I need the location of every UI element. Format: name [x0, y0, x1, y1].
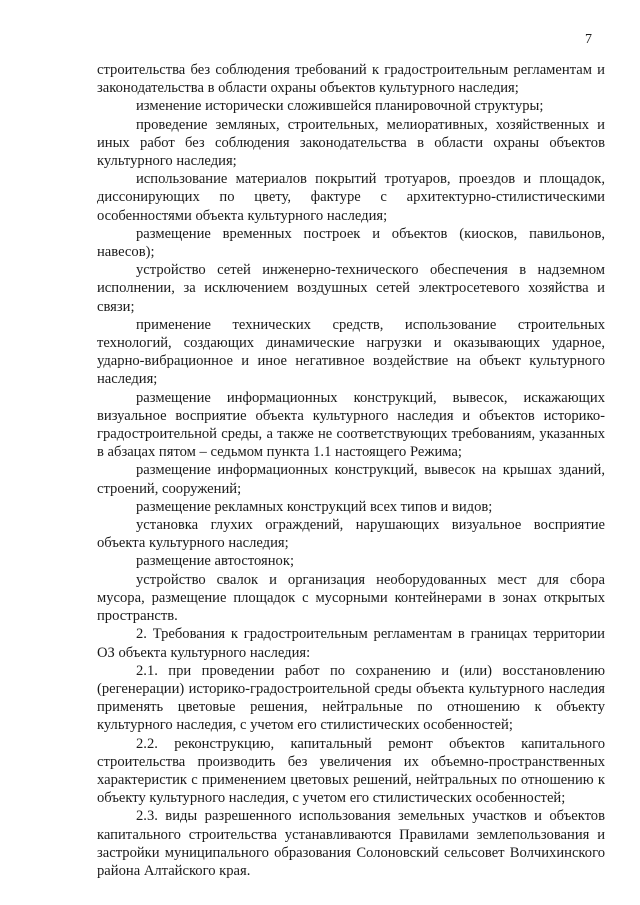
- paragraph: 2.2. реконструкцию, капитальный ремонт объектов капитального строительства производить без увеличения их объемно-пространственных характеристик с применением цветовых решений, нейтральных по отношению к объекту культурного наследия, с учетом его стилистических особенностей;: [97, 735, 605, 807]
- paragraph: размещение автостоянок;: [136, 553, 295, 570]
- document-body: [97, 61, 605, 880]
- paragraph: использование материалов покрытий тротуаров, проездов и площадок, диссонирующих по цвету, фактуре с архитектурно-стилистическими особенностями объекта культурного наследия;: [97, 171, 605, 224]
- paragraph: 2.3. виды разрешенного использования земельных участков и объектов капитального строительства устанавливаются Правилами землепользования и застройки муниципального образования Солоновский сельсовет Волчихинского района Алтайского края.: [97, 808, 605, 879]
- paragraph: 2.1. при проведении работ по сохранению и (или) восстановлению (регенерации) историко-градостроительной среды объекта культурного наследия применять цветовые решения, нейтральные по отношению к объекту культурного наследия, с учетом его стилистических особенностей;: [97, 662, 605, 734]
- paragraph: применение технических средств, использование строительных технологий, создающих динамические нагрузки и оказывающих ударное, ударно-вибрационное и иное негативное воздействие на объект культурного наследия;: [97, 316, 605, 388]
- page-number: 7: [585, 32, 592, 47]
- paragraph: строительства без соблюдения требований к градостроительным регламентам и законодательства в области охраны объектов культурного наследия;: [97, 62, 605, 97]
- paragraph: устройство свалок и организация необорудованных мест для сбора мусора, размещение площадок с мусорными контейнерами в зонах открытых пространств.: [97, 571, 605, 625]
- paragraph: размещение информационных конструкций, вывесок, искажающих визуальное восприятие объекта культурного наследия и объектов историко-градостроительной среды, а также не соответствующих требованиям, указанных в абзацах пятом – седьмом пункта 1.1 настоящего Режима;: [97, 389, 605, 461]
- paragraph: размещение временных построек и объектов (киосков, павильонов, навесов);: [97, 225, 605, 261]
- section-heading: 2. Требования к градостроительным регламентам в границах территории ОЗ объекта культурного наследия:: [97, 626, 605, 661]
- paragraph: проведение земляных, строительных, мелиоративных, хозяйственных и иных работ без соблюдения законодательства в области охраны объектов культурного наследия;: [97, 116, 605, 170]
- paragraph: размещение рекламных конструкций всех типов и видов;: [136, 498, 493, 515]
- paragraph: изменение исторически сложившейся планировочной структуры;: [136, 98, 544, 115]
- paragraph: размещение информационных конструкций, вывесок на крышах зданий, строений, сооружений;: [97, 462, 605, 497]
- paragraph: устройство сетей инженерно-технического обеспечения в надземном исполнении, за исключением воздушных сетей электросетевого хозяйства и связи;: [97, 262, 605, 315]
- paragraph: установка глухих ограждений, нарушающих визуальное восприятие объекта культурного наследия;: [97, 517, 605, 552]
